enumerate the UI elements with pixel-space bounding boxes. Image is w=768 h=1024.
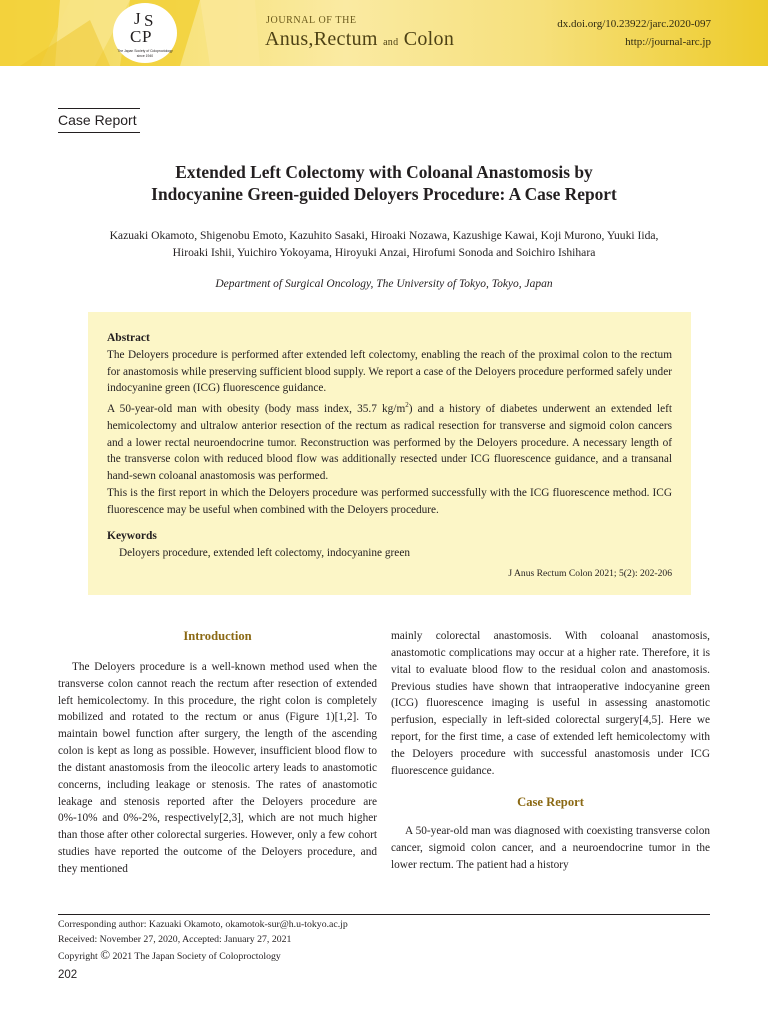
abstract-text: ) and a history of diabetes underwent an extended left hemicolectomy and ultralow anterior resection of the rectum as radical resection for transverse and sigmoid colon cancers and a lower rectal neuroendocrine tumor. Reconstruction was performed by the Deloyers procedure. A necessary length of the transverse colon with reduced blood flow was additionally resected under ICG fluorescence guidance, and a transanal hand-sewn coloanal anastomosis was performed.	[107, 402, 672, 483]
society-logo	[112, 2, 178, 64]
left-column	[58, 628, 377, 878]
received-dates: Received: November 27, 2020, Accepted: January 27, 2021	[58, 934, 292, 945]
journal-word-and: and	[383, 37, 399, 48]
body-paragraph: A 50-year-old man was diagnosed with coexisting transverse colon cancer, sigmoid colon cancer, and a neuroendocrine tumor in the lower rectum. The patient had a history	[391, 825, 710, 872]
journal-word-rectum: Rectum	[313, 28, 378, 50]
authors-line-1: Kazuaki Okamoto, Shigenobu Emoto, Kazuhito Sasaki, Hiroaki Nozawa, Kazushige Kawai, Koji Murono, Yuuki Iida,	[109, 229, 659, 242]
logo-letter-p: P	[142, 27, 152, 46]
introduction-heading: Introduction	[183, 629, 252, 643]
section-label: Case Report	[58, 108, 140, 133]
logo-letter-j: J	[134, 9, 141, 28]
doi-link[interactable]: dx.doi.org/10.23922/jarc.2020-097	[557, 18, 711, 30]
superscript: 2	[405, 401, 409, 410]
journal-name-small: JOURNAL OF THE	[266, 15, 357, 26]
journal-name	[265, 28, 454, 51]
keywords-heading: Keywords	[107, 530, 157, 542]
journal-banner	[0, 0, 768, 66]
journal-url-link[interactable]: http://journal-arc.jp	[625, 36, 711, 48]
logo-letter-c: C	[130, 27, 142, 46]
title-line-2: Indocyanine Green-guided Deloyers Procedure: A Case Report	[151, 184, 617, 204]
copyright-prefix: Copyright	[58, 951, 101, 962]
logo-caption: The Japan Society of Coloproctology	[117, 49, 173, 53]
logo-caption-year: since 1940	[136, 54, 154, 58]
body-paragraph: mainly colorectal anastomosis. With coloanal anastomosis, anastomotic complications may occur at a higher rate. Therefore, it is vital to evaluate blood flow to the residual colon and anastomosis. Previous studies have shown that intraoperative indocyanine green (ICG) fluorescence imaging is useful in assessing anastomotic perfusion, especially in left-sided colorectal surgery[4,5]. Here we report, for the first time, a case of extended left hemicolectomy with the Deloyers procedure with successful anastomosis under ICG fluorescence guidance.	[391, 630, 710, 777]
abstract-paragraph	[107, 397, 672, 485]
abstract-paragraph: The Deloyers procedure is performed after extended left colectomy, enabling the reach of the proximal colon to the rectum for anastomosis while preserving sufficient blood supply. We report a case of the Deloyers procedure performed safely under indocyanine green (ICG) fluorescence guidance.	[107, 348, 672, 395]
abstract-paragraph: This is the first report in which the Deloyers procedure was performed successfully with the ICG fluorescence method. ICG fluorescence may be useful when combined with the Deloyers procedure.	[107, 486, 672, 516]
journal-word-anus: Anus,	[265, 28, 314, 50]
copyright-symbol: ©	[100, 947, 111, 962]
logo-letter-s: S	[144, 11, 154, 30]
author-list	[60, 228, 708, 261]
right-column	[391, 628, 710, 874]
page-number: 202	[58, 969, 78, 981]
abstract-body	[107, 330, 672, 519]
case-report-heading: Case Report	[517, 794, 584, 809]
keywords-list: Deloyers procedure, extended left colectomy, indocyanine green	[119, 547, 410, 559]
footer-divider	[58, 914, 710, 915]
affiliation: Department of Surgical Oncology, The University of Tokyo, Tokyo, Japan	[215, 278, 553, 290]
abstract-text: A 50-year-old man with obesity (body mass index, 35.7 kg/m	[107, 402, 406, 415]
copyright-notice	[58, 947, 281, 964]
title-line-1: Extended Left Colectomy with Coloanal Anastomosis by	[175, 162, 593, 182]
body-paragraph: The Deloyers procedure is a well-known method used when the transverse colon cannot reach the rectum after resection of extended left hemicolectomy. In this procedure, the right colon is completely mobilized and rotated to the rectum or anus (Figure 1)[1,2]. To maintain bowel function after surgery, the length of the ascending colon is kept as long as possible. However, insufficient blood flow to the distant anastomosis from the ileocolic artery leads to anastomotic concerns, including leakage or stenosis. The rates of anastomotic leakage and stenosis reported after the Deloyers procedure are 0%-10% and 0%-2%, respectively[2,3], which are not much higher than those after other colorectal surgeries. However, only a few cohort studies have reported the outcome of the Deloyers procedure, and they mentioned	[58, 660, 377, 875]
abstract-box	[88, 312, 691, 595]
copyright-text: 2021 The Japan Society of Coloproctology	[110, 951, 281, 962]
abstract-heading: Abstract	[107, 332, 150, 344]
journal-word-colon: Colon	[403, 28, 455, 50]
corresponding-author: Corresponding author: Kazuaki Okamoto, okamotok-sur@h.u-tokyo.ac.jp	[58, 919, 348, 930]
authors-line-2: Hiroaki Ishii, Yuichiro Yokoyama, Hiroyuki Anzai, Hirofumi Sonoda and Soichiro Ishihara	[172, 245, 596, 259]
article-title	[60, 161, 708, 205]
citation-line: J Anus Rectum Colon 2021; 5(2): 202-206	[508, 568, 672, 579]
